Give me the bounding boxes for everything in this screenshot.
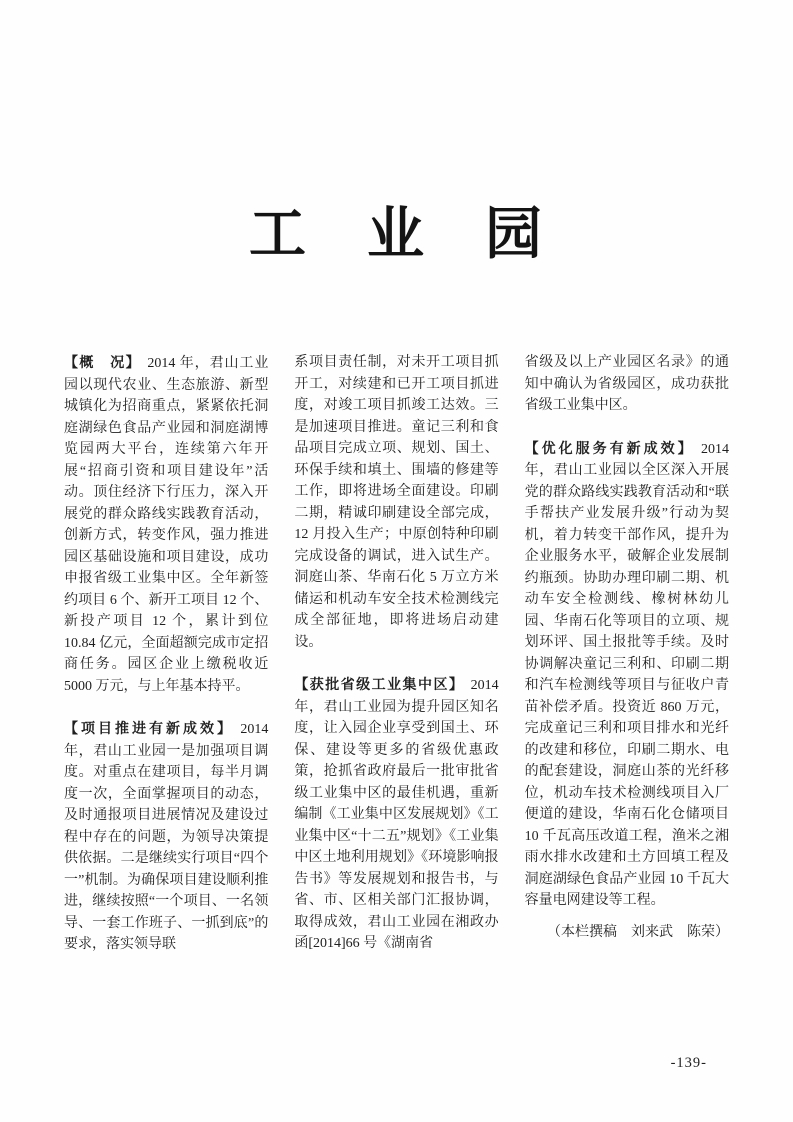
- paragraph-text: 省级及以上产业园区名录》的通知中确认为省级园区，成功获批省级工业集中区。: [524, 355, 729, 413]
- article-columns: [64, 352, 729, 956]
- section-heading: 【优化服务有新成效】: [524, 439, 695, 456]
- paragraph-text: 系项目责任制，对未开工项目抓开工，对续建和已开工项目抓进度，对竣工项目抓竣工达效。三是加速项目推进。童记三利和食品项目完成立项、规划、国土、环保手续和填土、围墙的修建等工作，即将进场全面建设。印刷二期，精诚印刷建设全部完成，12 月投入生产；中原创特种印刷完成设备的调试，进入试生产。洞庭山茶、华南石化 5 万立方米储运和机动车安全技术检测线完成全部征地，即将进场启动建设。: [294, 355, 499, 650]
- paragraph-text: 2014 年，君山工业园以全区深入开展党的群众路线实践教育活动和“联手帮扶产业发展升级”行动为契机，着力转变干部作风，提升为企业服务水平，破解企业发展制约瓶颈。协助办理印刷二期、机动车安全检测线、橡树林幼儿园、华南石化等项目的立项、规划环评、国土报批等手续。及时协调解决童记三利和、印刷二期和汽车检测线等项目与征收户青苗补偿矛盾。投资近 860 万元，完成童记三利和项目排水和光纤的改建和移位，印刷二期水、电的配套建设，洞庭山茶的光纤移位，机动车技术检测线项目入厂便道的建设，华南石化仓储项目 10 千瓦高压改道工程，渔米之湘雨水排水改建和土方回填工程及洞庭湖绿色食品产业园 10 千瓦大容量电网建设等工程。: [524, 441, 729, 908]
- paragraph-overview: [64, 352, 268, 697]
- paragraph-continuation: [294, 352, 498, 653]
- paragraph-service-improvement: [525, 438, 729, 912]
- page-number: -139-: [670, 1055, 707, 1071]
- paragraph-text: 2014 年，君山工业园一是加强项目调度。对重点在建项目，每半月调度一次，全面掌握项目的动态，及时通报项目进展情况及建设过程中存在的问题，为领导决策提供依据。二是继续实行项目“四个一”机制。为确保项目建设顺利推进，继续按照“一个项目、一名领导、一套工作班子、一抓到底”的要求，落实领导联: [64, 722, 269, 952]
- paragraph-continuation: [525, 352, 729, 417]
- paragraph-provincial-approval: [294, 674, 498, 955]
- paragraph-project-progress: [64, 718, 268, 956]
- byline: （本栏撰稿 刘来武 陈荣）: [546, 924, 729, 940]
- column-3: [525, 352, 729, 956]
- paragraph-text: 2014 年，君山工业园以现代农业、生态旅游、新型城镇化为招商重点，紧紧依托洞庭湖绿色食品产业园和洞庭湖博览园两大平台，连续第六年开展“招商引资和项目建设年”活动。顶住经济下行压力，深入开展党的群众路线实践教育活动，创新方式，转变作风，强力推进园区基础设施和项目建设，成功申报省级工业集中区。全年新签约项目 6 个、新开工项目 12 个、新投产项目 12 个，累计到位 10.84 亿元，全面超额完成市定招商任务。园区企业上缴税收近 5000 万元，与上年基本持平。: [64, 356, 269, 694]
- section-heading: 【项目推进有新成效】: [64, 720, 235, 736]
- paragraph-text: 2014 年，君山工业园为提升园区知名度，让入园企业享受到国土、环保、建设等更多的省级优惠政策，抢抓省政府最后一批审批省级工业集中区的最佳机遇，重新编制《工业集中区发展规划》《工业集中区“十二五”规划》《工业集中区土地利用规划》《环境影响报告书》等发展规划和报告书，与省、市、区相关部门汇报协调，取得成效，君山工业园在湘政办函[2014]66 号《湖南省: [294, 678, 499, 951]
- column-2: [294, 352, 498, 956]
- section-heading: 【获批省级工业集中区】: [294, 676, 465, 692]
- column-1: [64, 352, 268, 956]
- page-title: 工 业 园: [249, 203, 544, 266]
- section-heading: 【概 况】: [64, 354, 142, 370]
